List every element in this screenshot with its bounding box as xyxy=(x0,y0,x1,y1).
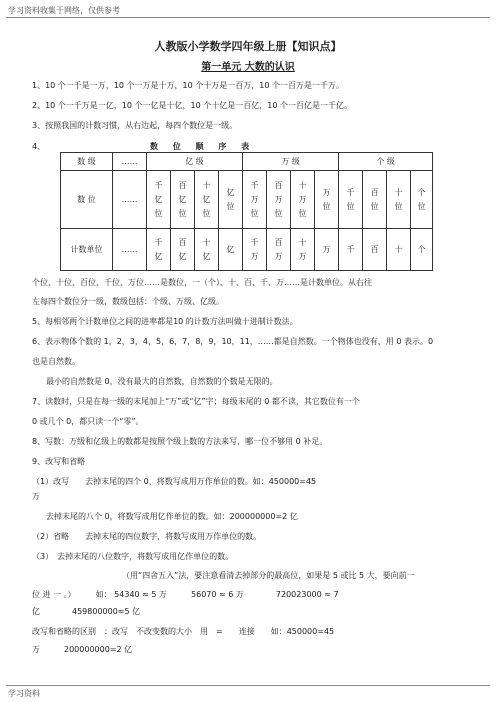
place-cell: 十 万 位 xyxy=(291,171,315,229)
unit-cell: 十 万 xyxy=(291,229,315,271)
text-line: 亿 459800000≈5 亿 xyxy=(32,607,141,616)
page-header-text: 学习资料收集于网络，仅供参考 xyxy=(8,6,120,15)
header-divider xyxy=(6,17,490,18)
place-cell: 千 亿 位 xyxy=(147,171,171,229)
point-2: 2、10 个一千万是一亿，10 个一亿是十亿，10 个十亿是一百亿，10 个一百亿是一千亿。 xyxy=(32,101,352,110)
row-label-places: 数 位 xyxy=(61,171,113,229)
point-7: 7、读数时，只是在每一级的末尾加上“万”或“亿”字；每级末尾的 0 都不读，其它数位有一个 xyxy=(32,397,360,406)
page-footer-text: 学习资料 xyxy=(8,689,40,698)
place-cell: 十 位 xyxy=(387,171,411,229)
unit-cell: 千 xyxy=(339,229,363,271)
unit-cell: 百 亿 xyxy=(171,229,195,271)
yi-level-cell: 亿 级 xyxy=(147,153,243,171)
point-4-number: 4、 xyxy=(32,142,46,151)
text-line: 改写和省略的区别 ：改写 不改变数的大小 用 = 连接 如：450000=45 xyxy=(32,627,335,636)
point-3: 3、按照我国的计数习惯，从右边起，每四个数位是一级。 xyxy=(32,121,238,130)
unit-cell: 百 xyxy=(363,229,387,271)
unit-cell: 十 亿 xyxy=(195,229,219,271)
footer-divider xyxy=(6,685,490,686)
unit-cell: 个 xyxy=(411,229,433,271)
unit-cell: 十 xyxy=(387,229,411,271)
text-line: 万 200000000=2 亿 xyxy=(32,645,133,654)
text-line: 去掉末尾的八个 0，将数写成用亿作单位的数。如：200000000=2 亿 xyxy=(46,512,298,521)
place-cell: 百 位 xyxy=(363,171,387,229)
unit-cell: 万 xyxy=(315,229,339,271)
text-line: 也是自然数。 xyxy=(32,357,80,366)
unit-cell: 千 万 xyxy=(243,229,267,271)
row-label-levels: 数 级 xyxy=(61,153,113,171)
point-5: 5、每相邻两个计数单位之间的进率都是10 的计数方法叫做十进制计数法。 xyxy=(32,317,298,326)
place-cell: 十 亿 位 xyxy=(195,171,219,229)
place-cell: 万 位 xyxy=(315,171,339,229)
point-6: 6、表示物体个数的 1，2，3，4，5，6，7，8，9，10，11，……都是自然数。一个物体也没有，用 0 表示。0 xyxy=(32,337,434,346)
point-8: 8、写数：万级和亿级上的数都是按照个级上数的方法来写，哪一位不够用 0 补足。 xyxy=(32,437,328,446)
row-dots: …… xyxy=(113,153,147,171)
place-cell: 百 万 位 xyxy=(267,171,291,229)
table-row-units xyxy=(61,229,433,271)
point-9: 9、改写和省略 xyxy=(32,457,86,466)
point-1: 1、10 个一千是一万，10 个一万是十万，10 个十万是一百万，10 个一百万是一千万。 xyxy=(32,81,344,90)
place-value-table-title: 数 位 顺 序 表 xyxy=(150,142,256,151)
row-label-units: 计数单位 xyxy=(61,229,113,271)
unit-cell: 百 万 xyxy=(267,229,291,271)
text-line: 最小的自然数是 0，没有最大的自然数，自然数的个数是无限的。 xyxy=(46,377,278,386)
ge-level-cell: 个 级 xyxy=(339,153,433,171)
text-line: 左每四个数位分一级，数级包括：个级、万级、亿级。 xyxy=(32,297,224,306)
row-dots: …… xyxy=(113,171,147,229)
text-line: 个位、十位、百位、千位、万位……是数位，一（个）、十、百、千、万……是计数单位。从右往 xyxy=(32,278,372,287)
unit-cell: 千 亿 xyxy=(147,229,171,271)
table-row-levels xyxy=(61,153,433,171)
place-cell: 个 位 xyxy=(411,171,433,229)
place-value-table xyxy=(60,152,433,271)
text-line: 万 xyxy=(32,492,40,501)
unit-subtitle: 第一单元 大数的认识 xyxy=(201,62,295,73)
text-line: （3） 去掉末尾的八位数字，将数写成用亿作单位的数。 xyxy=(32,552,234,561)
text-line: （用“四舍五入”法，要注意看清去掉部分的最高位，如果是 5 或比 5 大，要向前一 xyxy=(122,571,415,580)
unit-cell: 亿 xyxy=(219,229,243,271)
place-cell: 千 位 xyxy=(339,171,363,229)
document-title: 人教版小学数学四年级上册【知识点】 xyxy=(154,40,342,53)
row-dots: …… xyxy=(113,229,147,271)
place-cell: 百 亿 位 xyxy=(171,171,195,229)
place-cell: 亿 位 xyxy=(219,171,243,229)
text-line: 位 进 一 。） 如： 54340 ≈ 5 万 56070 ≈ 6 万 720023000 ≈ 7 xyxy=(32,590,339,599)
table-row-places xyxy=(61,171,433,229)
text-line: （1）改写 去掉末尾的四个 0，将数写成用万作单位的数。如：450000=45 xyxy=(32,477,317,486)
place-cell: 千 万 位 xyxy=(243,171,267,229)
text-line: 0 或几个 0，都只读一个“零”。 xyxy=(32,417,144,426)
text-line: （2）省略 去掉末尾的四位数字，将数写成用万作单位的数。 xyxy=(32,532,262,541)
wan-level-cell: 万 级 xyxy=(243,153,339,171)
